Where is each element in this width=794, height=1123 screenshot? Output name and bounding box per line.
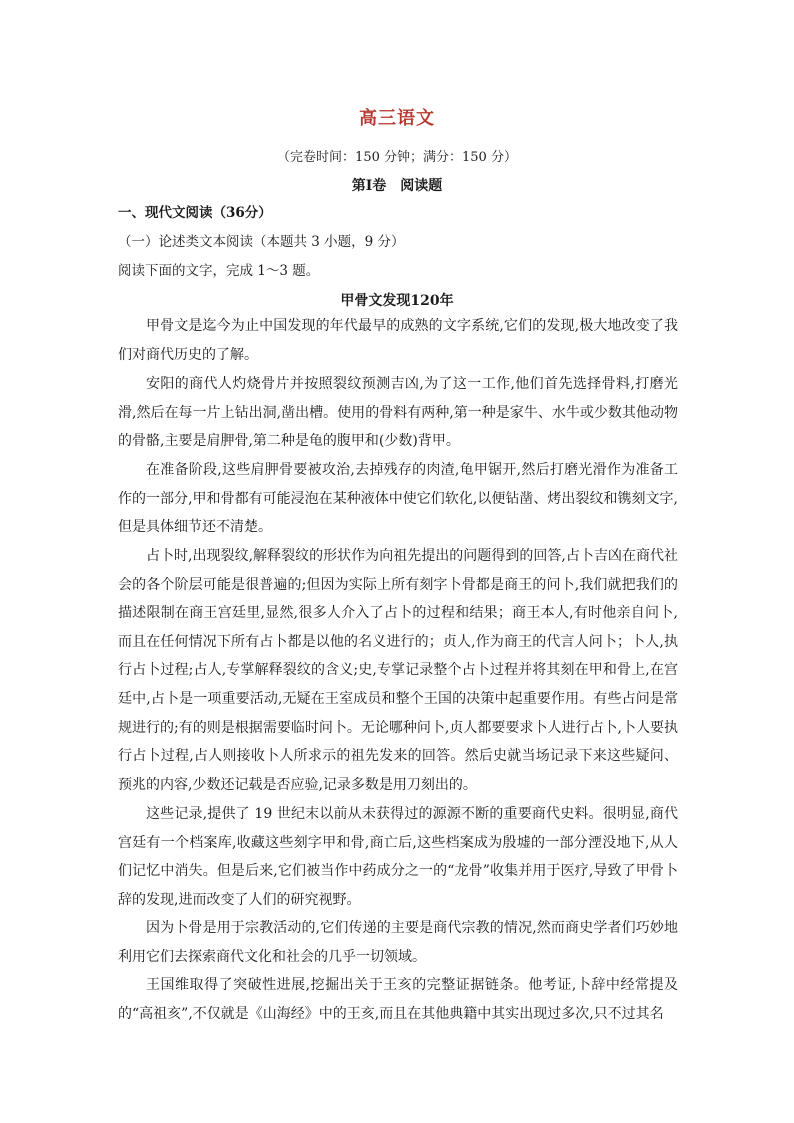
article-title: 甲骨文发现120年 <box>340 293 454 309</box>
article-paragraph: 这些记录,提供了 19 世纪末以前从未获得过的源源不断的重要商代史料。很明显,商代宫廷有一个档案库,收藏这些刻字甲和骨,商亡后,这些档案成为殷墟的一部分湮没地下,从人们记忆中消失。但是后来,它们被当作中药成分之一的“龙骨”收集并用于医疗,导致了甲骨卜辞的发现,进而改变了人们的研究视野。 <box>118 806 678 908</box>
article-paragraph: 占卜时,出现裂纹,解释裂纹的形状作为向祖先提出的问题得到的回答,占卜吉凶在商代社会的各个阶层可能是很普遍的;但因为实际上所有刻字卜骨都是商王的问卜,我们就把我们的描述限制在商王宫廷里,显然,很多人介入了占卜的过程和结果；商王本人,有时他亲自问卜,而且在任何情况下所有占卜都是以他的名义进行的；贞人,作为商王的代言人问卜；卜人,执行占卜过程;占人,专掌解释裂纹的含义;史,专掌记录整个占卜过程并将其刻在甲和骨上,在宫廷中,占卜是一项重要活动,无疑在王室成员和整个王国的决策中起重要作用。有些占问是常规进行的;有的则是根据需要临时问卜。无论哪种问卜,贞人都要要求卜人进行占卜,卜人要执行占卜过程,占人则接收卜人所求示的祖先发来的回答。然后史就当场记录下来这些疑问、预兆的内容,少数还记载是否应验,记录多数是用刀刻出的。 <box>118 548 678 793</box>
subsection-heading: （一）论述类文本阅读（本题共 3 小题，9 分） <box>118 234 405 250</box>
exam-title: 高三语文 <box>359 108 435 129</box>
article-paragraph: 因为卜骨是用于宗教活动的,它们传递的主要是商代宗教的情况,然而商史学者们巧妙地利用它们去探索商代文化和社会的几乎一切领域。 <box>118 920 678 965</box>
section-heading: 一、现代文阅读（36分） <box>118 205 272 221</box>
article-paragraph: 甲骨文是迄今为止中国发现的年代最早的成熟的文字系统,它们的发现,极大地改变了我们对商代历史的了解。 <box>118 318 678 363</box>
reading-instruction: 阅读下面的文字，完成 1～3 题。 <box>118 263 320 279</box>
article-paragraph: 在准备阶段,这些肩胛骨要被攻治,去掉残存的肉渣,龟甲锯开,然后打磨光滑作为准备工作的一部分,甲和骨都有可能浸泡在某种液体中使它们软化,以便钻凿、烤出裂纹和镌刻文字,但是具体细节还不清楚。 <box>118 462 678 536</box>
exam-time-score: （完卷时间：150 分钟；满分：150 分） <box>277 150 517 165</box>
article-paragraph: 安阳的商代人灼烧骨片并按照裂纹预测吉凶,为了这一工作,他们首先选择骨料,打磨光滑,然后在每一片上钻出洞,凿出槽。使用的骨料有两种,第一种是家牛、水牛或少数其他动物的骨骼,主要是肩胛骨,第二种是龟的腹甲和(少数)背甲。 <box>118 376 678 450</box>
volume-heading: 第Ⅰ卷 阅读题 <box>351 178 443 194</box>
article-paragraph: 王国维取得了突破性进展,挖掘出关于王亥的完整证据链条。他考证,卜辞中经常提及的“高祖亥”,不仅就是《山海经》中的王亥,而且在其他典籍中其实出现过多次,只不过其名 <box>118 977 678 1022</box>
